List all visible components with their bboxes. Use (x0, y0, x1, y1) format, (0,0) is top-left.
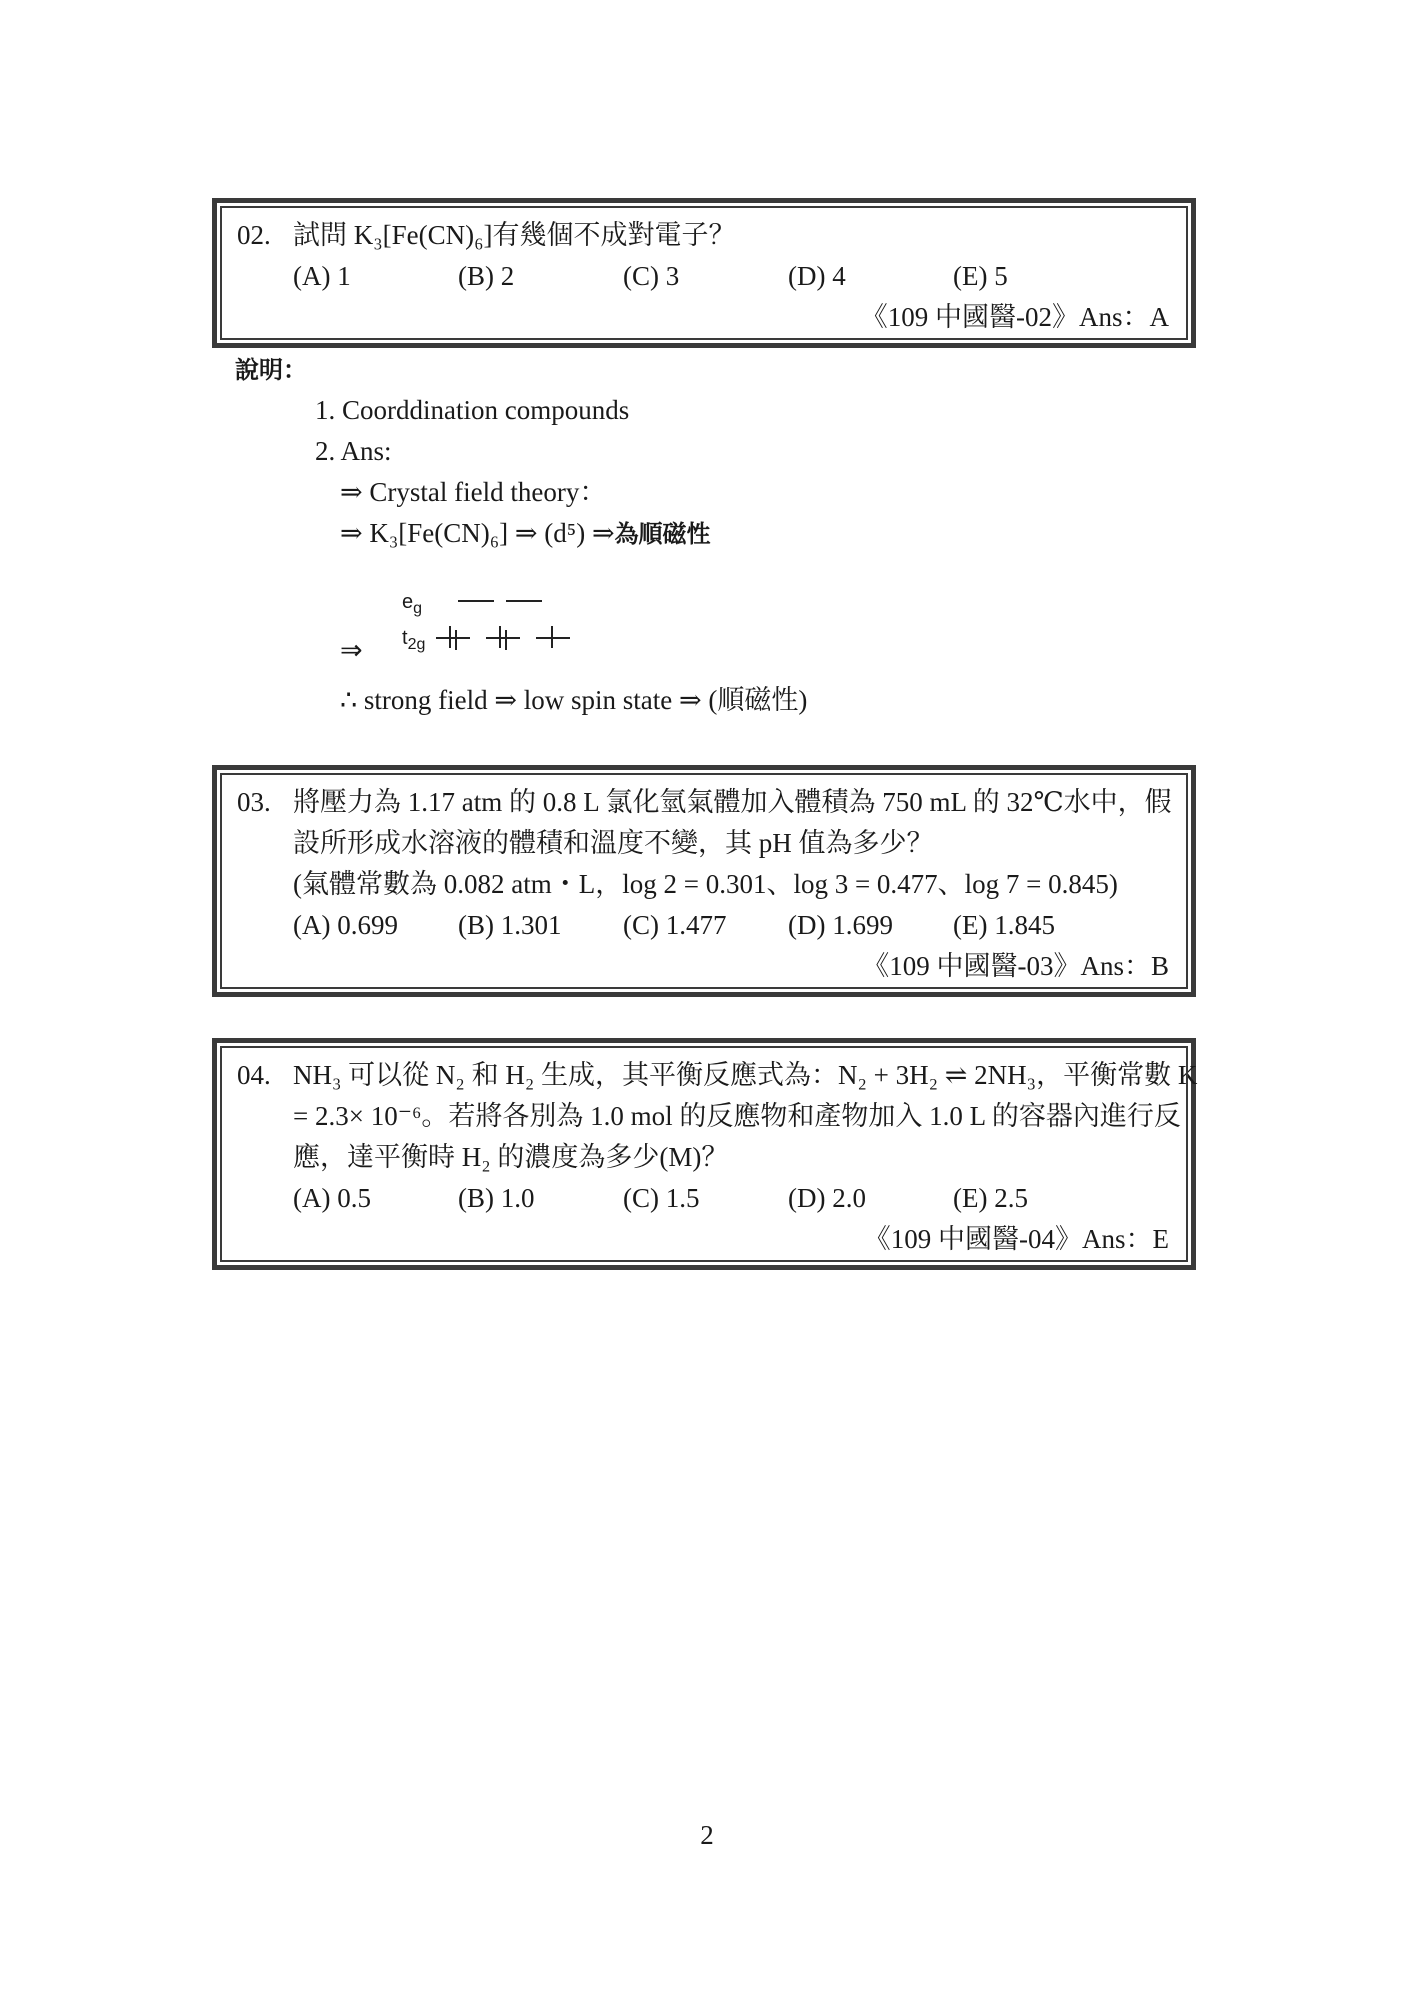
explanation (235, 350, 1135, 720)
question-text: 試問 K₃[Fe(CN)₆]有幾個不成對電子？ (293, 220, 736, 250)
eg-orbital-line (506, 600, 542, 602)
choices (237, 1178, 1169, 1219)
choice-a: (A) 0.699 (293, 910, 398, 940)
choice-b: (B) 2 (458, 261, 515, 291)
explanation-formula: ⇒ K₃[Fe(CN)₆] ⇒ (d⁵) ⇒ (340, 518, 615, 548)
question-number: 04. (237, 1060, 271, 1090)
choices (237, 256, 1169, 297)
question-03-box (212, 765, 1196, 997)
explanation-heading: 說明： (235, 356, 307, 384)
question-text-line-2: = 2.3× 10⁻⁶。若將各別為 1.0 mol 的反應物和產物加入 1.0 L 的容器內進行反 (293, 1101, 1181, 1131)
question-text-line-3: 應，達平衡時 H₂ 的濃度為多少(M)？ (293, 1142, 729, 1172)
choice-e: (E) 2.5 (953, 1183, 1028, 1213)
question-source: 《109 中國醫-04》Ans：E (863, 1224, 1169, 1254)
question-source: 《109 中國醫-02》Ans：A (860, 302, 1169, 332)
choice-c: (C) 1.477 (623, 910, 727, 940)
question-text-line-3: (氣體常數為 0.082 atm・L，log 2 = 0.301、log 3 = 0.477、log 7 = 0.845) (293, 869, 1118, 899)
choice-d: (D) 1.699 (788, 910, 893, 940)
choice-c: (C) 3 (623, 261, 680, 291)
choice-c: (C) 1.5 (623, 1183, 700, 1213)
choice-b: (B) 1.301 (458, 910, 562, 940)
t2g-orbitals (436, 620, 606, 660)
question-number: 02. (237, 220, 271, 250)
explanation-item-2: 2. Ans: (315, 436, 392, 466)
eg-orbital-line (458, 600, 494, 602)
choice-a: (A) 0.5 (293, 1183, 371, 1213)
choice-d: (D) 2.0 (788, 1183, 866, 1213)
question-02-box (212, 198, 1196, 348)
explanation-line-1: ⇒ Crystal field theory： (340, 477, 607, 507)
question-04-box (212, 1038, 1196, 1270)
question-text-line-1: NH₃ 可以從 N₂ 和 H₂ 生成，其平衡反應式為：N₂ + 3H₂ ⇌ 2NH₃，平衡常數 K (293, 1060, 1198, 1090)
choice-a: (A) 1 (293, 261, 351, 291)
choices (237, 905, 1169, 946)
eg-label: $e_g$ (402, 591, 423, 617)
crystal-field-diagram (340, 578, 600, 678)
choice-e: (E) 1.845 (953, 910, 1055, 940)
choice-d: (D) 4 (788, 261, 846, 291)
explanation-line-2 (340, 513, 711, 555)
question-number: 03. (237, 787, 271, 817)
paramagnetic-label: 為順磁性 (614, 520, 711, 548)
question-text-line-2: 設所形成水溶液的體積和溫度不變，其 pH 值為多少？ (293, 828, 934, 858)
arrow-symbol: ⇒ (340, 635, 363, 665)
question-source: 《109 中國醫-03》Ans：B (862, 951, 1169, 981)
t2g-label: $t_{2g}$ (402, 627, 426, 653)
choice-e: (E) 5 (953, 261, 1008, 291)
explanation-conclusion: ∴ strong field ⇒ low spin state ⇒ (順磁性) (340, 685, 808, 715)
question-text-line-1: 將壓力為 1.17 atm 的 0.8 L 氯化氫氣體加入體積為 750 mL 的 32℃水中，假 (293, 787, 1172, 817)
page-number: 2 (700, 1820, 714, 1850)
choice-b: (B) 1.0 (458, 1183, 535, 1213)
explanation-item-1: 1. Coorddination compounds (315, 395, 630, 425)
